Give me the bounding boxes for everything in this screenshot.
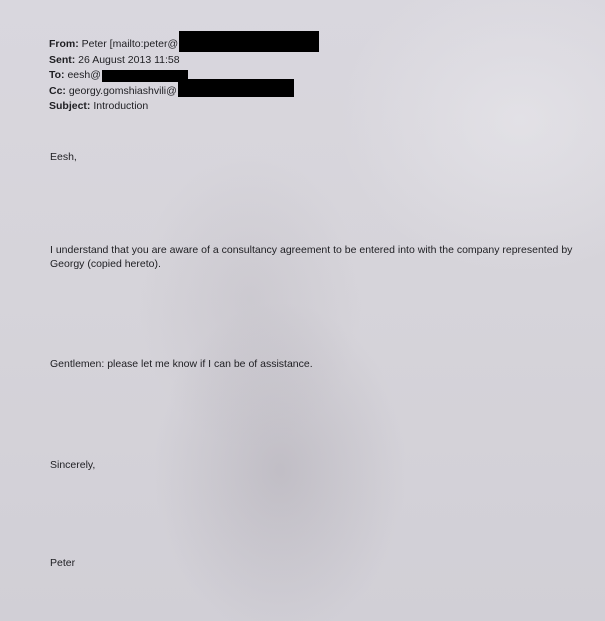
to-label: To: bbox=[49, 69, 65, 81]
from-label: From: bbox=[49, 38, 79, 50]
cc-label: Cc: bbox=[49, 84, 66, 97]
subject-line bbox=[49, 99, 319, 115]
closing: Sincerely, bbox=[50, 459, 96, 471]
cc-line bbox=[49, 84, 319, 100]
subject-value: Introduction bbox=[93, 100, 149, 112]
from-value: Peter [mailto:peter@ bbox=[81, 38, 179, 50]
redaction-bar-from bbox=[179, 31, 319, 52]
redaction-bar-cc bbox=[178, 79, 294, 97]
sent-value: 26 August 2013 11:58 bbox=[78, 53, 180, 66]
signature-name: Peter bbox=[50, 557, 76, 569]
email-header bbox=[49, 37, 319, 115]
body-paragraph-assistance: Gentlemen: please let me know if I can be of assistance. bbox=[50, 358, 313, 370]
sent-line bbox=[49, 53, 319, 69]
sent-label: Sent: bbox=[49, 53, 76, 66]
to-value: eesh@ bbox=[67, 69, 101, 81]
redaction-bar-to bbox=[102, 70, 188, 82]
subject-label: Subject: bbox=[49, 100, 91, 112]
greeting: Eesh, bbox=[50, 151, 77, 163]
from-line bbox=[49, 37, 319, 53]
cc-value: georgy.gomshiashvili@ bbox=[68, 84, 177, 97]
body-paragraph-agreement: I understand that you are aware of a consultancy agreement to be entered into with the company represented by Georgy (copied hereto). bbox=[50, 244, 573, 270]
